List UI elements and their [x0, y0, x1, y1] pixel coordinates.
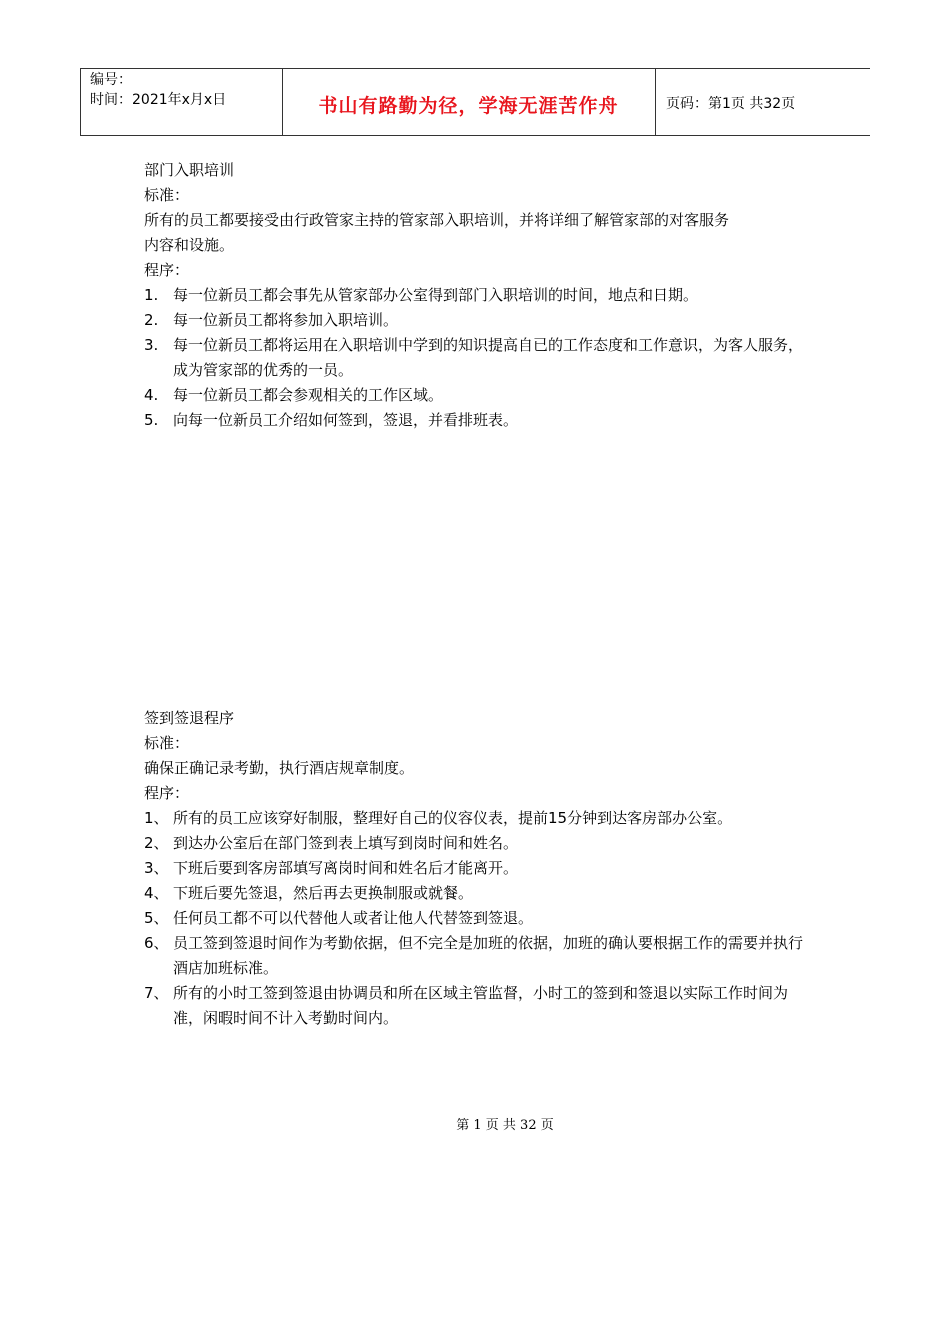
section1-standard-text-line2: 内容和设施。 [144, 236, 235, 254]
section2-list-item [144, 906, 814, 931]
list-item-number: 2、 [144, 834, 169, 852]
header-motto: 书山有路勤为径，学海无涯苦作舟 [318, 95, 619, 117]
section1-list-item [144, 333, 808, 383]
section2-title: 签到签退程序 [144, 709, 235, 727]
header-page-cell [656, 69, 870, 135]
list-item-number: 7、 [144, 984, 169, 1002]
section1-title: 部门入职培训 [144, 161, 235, 179]
document-time-label: 时间：2021年x月x日 [90, 92, 227, 108]
section2-list-item [144, 831, 814, 856]
list-item-text: 所有的小时工签到签退由协调员和所在区域主管监督，小时工的签到和签退以实际工作时间为准，闲暇时间不计入考勤时间内。 [173, 984, 789, 1027]
list-item-text: 下班后要到客房部填写离岗时间和姓名后才能离开。 [173, 859, 519, 877]
list-item-number: 4、 [144, 884, 169, 902]
list-item-text: 所有的员工应该穿好制服，整理好自己的仪容仪表，提前15分钟到达客房部办公室。 [173, 809, 733, 827]
section1-standard-text-line1: 所有的员工都要接受由行政管家主持的管家部入职培训，并将详细了解管家部的对客服务 [144, 211, 730, 229]
header-info-cell [81, 69, 283, 135]
section2-standard-label: 标准： [144, 734, 190, 752]
list-item-number: 2. [144, 311, 159, 329]
section2-list-item [144, 881, 814, 906]
list-item-number: 3. [144, 336, 159, 354]
list-item-number: 4. [144, 386, 159, 404]
list-item-text: 向每一位新员工介绍如何签到，签退，并看排班表。 [173, 411, 519, 429]
section1-list-item [144, 308, 814, 333]
document-header [80, 68, 870, 136]
section1-procedure-label: 程序： [144, 261, 190, 279]
list-item-text: 每一位新员工都将参加入职培训。 [173, 311, 399, 329]
list-item-number: 5、 [144, 909, 169, 927]
list-item-number: 3、 [144, 859, 169, 877]
list-item-number: 5. [144, 411, 159, 429]
section2-standard-text: 确保正确记录考勤，执行酒店规章制度。 [144, 759, 415, 777]
section1-list-item [144, 408, 814, 433]
section2-list-item [144, 931, 808, 981]
list-item-number: 6、 [144, 934, 169, 952]
section1-standard-label: 标准： [144, 186, 190, 204]
section2-list-item [144, 856, 814, 881]
list-item-text: 每一位新员工都会参观相关的工作区域。 [173, 386, 444, 404]
list-item-number: 1. [144, 286, 159, 304]
header-page-info: 页码：第1页 共32页 [666, 96, 796, 112]
section1-list-item [144, 383, 814, 408]
section2-list-item [144, 806, 824, 831]
section2-procedure-label: 程序： [144, 784, 190, 802]
section2-list-item [144, 981, 808, 1031]
list-item-text: 每一位新员工都会事先从管家部办公室得到部门入职培训的时间，地点和日期。 [173, 286, 699, 304]
list-item-text: 下班后要先签退，然后再去更换制服或就餐。 [173, 884, 474, 902]
section1-list-item [144, 283, 814, 308]
list-item-text: 员工签到签退时间作为考勤依据，但不完全是加班的依据，加班的确认要根据工作的需要并执行酒店加班标准。 [173, 934, 804, 977]
list-item-text: 任何员工都不可以代替他人或者让他人代替签到签退。 [173, 909, 534, 927]
list-item-number: 1、 [144, 809, 169, 827]
document-number-label: 编号： [90, 72, 132, 88]
list-item-text: 每一位新员工都将运用在入职培训中学到的知识提高自已的工作态度和工作意识，为客人服务，成为管家部的优秀的一员。 [173, 336, 804, 379]
list-item-text: 到达办公室后在部门签到表上填写到岗时间和姓名。 [173, 834, 519, 852]
page-footer: 第 1 页 共 32 页 [456, 1118, 554, 1133]
header-motto-cell [282, 69, 656, 135]
